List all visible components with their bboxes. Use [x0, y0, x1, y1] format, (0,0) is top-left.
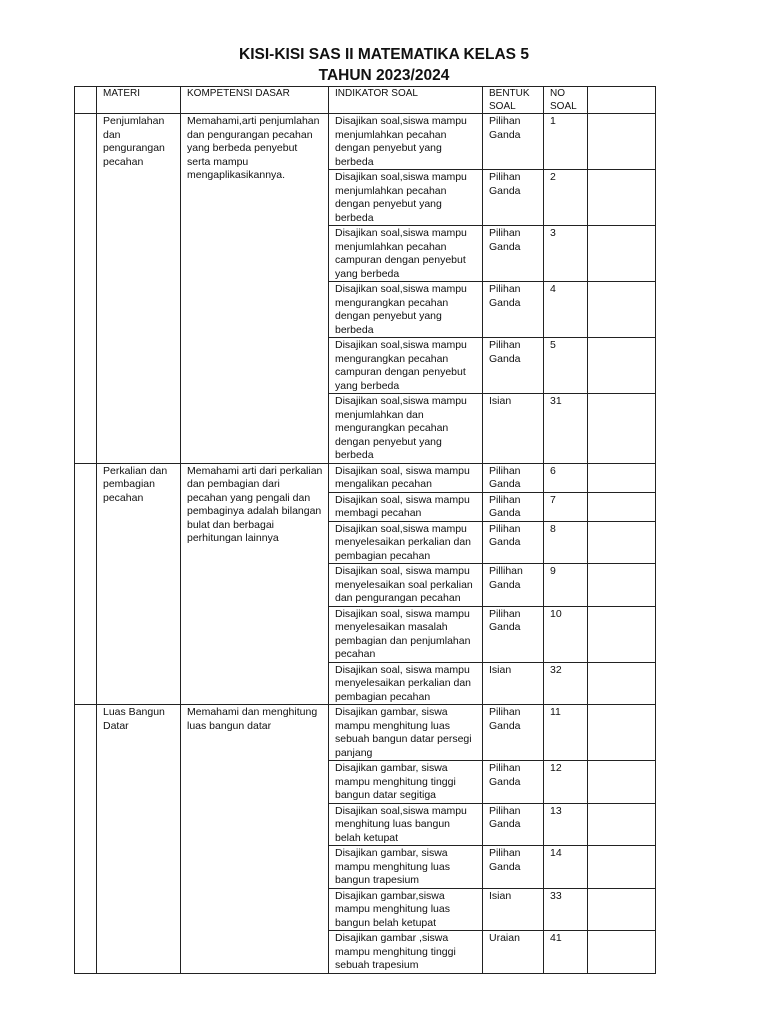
- kisi-kisi-table: [74, 86, 656, 974]
- bentuk-soal-cell: Pilihan Ganda: [483, 846, 544, 889]
- bentuk-soal-cell: Pilihan Ganda: [483, 521, 544, 564]
- header-no-soal: NO SOAL: [544, 87, 588, 114]
- extra-cell: [588, 394, 656, 464]
- no-soal-cell: 12: [544, 761, 588, 804]
- bentuk-soal-cell: Pilihan Ganda: [483, 282, 544, 338]
- kompetensi-dasar-cell: Memahami arti dari perkalian dan pembagian dari pecahan yang pengali dan pembaginya adalah bilangan bulat dan berbagai perhitungan lainnya: [181, 463, 329, 705]
- bentuk-soal-cell: Isian: [483, 394, 544, 464]
- extra-cell: [588, 761, 656, 804]
- header-materi: MATERI: [97, 87, 181, 114]
- no-soal-cell: 1: [544, 114, 588, 170]
- extra-cell: [588, 803, 656, 846]
- materi-cell: Luas Bangun Datar: [97, 705, 181, 974]
- bentuk-soal-cell: Isian: [483, 888, 544, 931]
- header-extra: [588, 87, 656, 114]
- extra-cell: [588, 463, 656, 492]
- indikator-soal-cell: Disajikan soal,siswa mampu menjumlahkan pecahan dengan penyebut yang berbeda: [329, 114, 483, 170]
- header-indikator-soal: INDIKATOR SOAL: [329, 87, 483, 114]
- no-soal-cell: 3: [544, 226, 588, 282]
- bentuk-soal-cell: Uraian: [483, 931, 544, 974]
- table-row: [75, 114, 656, 170]
- document-title: KISI-KISI SAS II MATEMATIKA KELAS 5: [239, 46, 529, 63]
- extra-cell: [588, 662, 656, 705]
- no-soal-cell: 11: [544, 705, 588, 761]
- no-soal-cell: 14: [544, 846, 588, 889]
- indikator-soal-cell: Disajikan soal, siswa mampu menyelesaikan soal perkalian dan pengurangan pecahan: [329, 564, 483, 607]
- extra-cell: [588, 564, 656, 607]
- no-soal-cell: 9: [544, 564, 588, 607]
- indikator-soal-cell: Disajikan soal, siswa mampu menyelesaikan perkalian dan pembagian pecahan: [329, 662, 483, 705]
- table-row: [75, 463, 656, 492]
- bentuk-soal-cell: Pilihan Ganda: [483, 170, 544, 226]
- extra-cell: [588, 338, 656, 394]
- document-subtitle: TAHUN 2023/2024: [318, 67, 450, 84]
- bentuk-soal-cell: Pilihan Ganda: [483, 761, 544, 804]
- bentuk-soal-cell: Pilihan Ganda: [483, 463, 544, 492]
- bentuk-soal-cell: Pilihan Ganda: [483, 226, 544, 282]
- indikator-soal-cell: Disajikan soal,siswa mampu menjumlahkan dan mengurangkan pecahan dengan penyebut yang berbeda: [329, 394, 483, 464]
- no-soal-cell: 41: [544, 931, 588, 974]
- no-soal-cell: 6: [544, 463, 588, 492]
- indikator-soal-cell: Disajikan soal,siswa mampu menyelesaikan perkalian dan pembagian pecahan: [329, 521, 483, 564]
- no-soal-cell: 5: [544, 338, 588, 394]
- bentuk-soal-cell: Pilihan Ganda: [483, 114, 544, 170]
- no-soal-cell: 8: [544, 521, 588, 564]
- indikator-soal-cell: Disajikan gambar ,siswa mampu menghitung tinggi sebuah trapesium: [329, 931, 483, 974]
- bentuk-soal-cell: Isian: [483, 662, 544, 705]
- table-row: [75, 705, 656, 761]
- indikator-soal-cell: Disajikan soal,siswa mampu mengurangkan pecahan dengan penyebut yang berbeda: [329, 282, 483, 338]
- bentuk-soal-cell: Pilihan Ganda: [483, 492, 544, 521]
- extra-cell: [588, 846, 656, 889]
- extra-cell: [588, 606, 656, 662]
- header-bentuk-soal: BENTUK SOAL: [483, 87, 544, 114]
- indikator-soal-cell: Disajikan gambar, siswa mampu menghitung luas sebuah bangun datar persegi panjang: [329, 705, 483, 761]
- header-kompetensi-dasar: KOMPETENSI DASAR: [181, 87, 329, 114]
- extra-cell: [588, 170, 656, 226]
- kompetensi-dasar-cell: Memahami,arti penjumlahan dan pengurangan pecahan yang berbeda penyebut serta mampu mengaplikasikannya.: [181, 114, 329, 464]
- indikator-soal-cell: Disajikan soal,siswa mampu menjumlahkan pecahan campuran dengan penyebut yang berbeda: [329, 226, 483, 282]
- indikator-soal-cell: Disajikan gambar, siswa mampu menghitung tinggi bangun datar segitiga: [329, 761, 483, 804]
- no-soal-cell: 32: [544, 662, 588, 705]
- no-soal-cell: 13: [544, 803, 588, 846]
- extra-cell: [588, 282, 656, 338]
- bentuk-soal-cell: Pilihan Ganda: [483, 803, 544, 846]
- row-number-cell: [75, 705, 97, 974]
- indikator-soal-cell: Disajikan soal,siswa mampu mengurangkan pecahan campuran dengan penyebut yang berbeda: [329, 338, 483, 394]
- no-soal-cell: 31: [544, 394, 588, 464]
- table-body: [75, 114, 656, 974]
- row-number-cell: [75, 114, 97, 464]
- indikator-soal-cell: Disajikan gambar,siswa mampu menghitung luas bangun belah ketupat: [329, 888, 483, 931]
- indikator-soal-cell: Disajikan gambar, siswa mampu menghitung luas bangun trapesium: [329, 846, 483, 889]
- extra-cell: [588, 114, 656, 170]
- extra-cell: [588, 931, 656, 974]
- indikator-soal-cell: Disajikan soal,siswa mampu menghitung luas bangun belah ketupat: [329, 803, 483, 846]
- kompetensi-dasar-cell: Memahami dan menghitung luas bangun datar: [181, 705, 329, 974]
- materi-cell: Penjumlahan dan pengurangan pecahan: [97, 114, 181, 464]
- extra-cell: [588, 226, 656, 282]
- indikator-soal-cell: Disajikan soal,siswa mampu menjumlahkan pecahan dengan penyebut yang berbeda: [329, 170, 483, 226]
- no-soal-cell: 7: [544, 492, 588, 521]
- no-soal-cell: 33: [544, 888, 588, 931]
- indikator-soal-cell: Disajikan soal, siswa mampu mengalikan pecahan: [329, 463, 483, 492]
- bentuk-soal-cell: Pilihan Ganda: [483, 338, 544, 394]
- extra-cell: [588, 521, 656, 564]
- materi-cell: Perkalian dan pembagian pecahan: [97, 463, 181, 705]
- bentuk-soal-cell: Pillihan Ganda: [483, 564, 544, 607]
- bentuk-soal-cell: Pilihan Ganda: [483, 606, 544, 662]
- row-number-cell: [75, 463, 97, 705]
- extra-cell: [588, 705, 656, 761]
- extra-cell: [588, 492, 656, 521]
- no-soal-cell: 4: [544, 282, 588, 338]
- header-number: [75, 87, 97, 114]
- table-header-row: [75, 87, 656, 114]
- indikator-soal-cell: Disajikan soal, siswa mampu membagi pecahan: [329, 492, 483, 521]
- bentuk-soal-cell: Pilihan Ganda: [483, 705, 544, 761]
- no-soal-cell: 10: [544, 606, 588, 662]
- no-soal-cell: 2: [544, 170, 588, 226]
- extra-cell: [588, 888, 656, 931]
- indikator-soal-cell: Disajikan soal, siswa mampu menyelesaikan masalah pembagian dan penjumlahan pecahan: [329, 606, 483, 662]
